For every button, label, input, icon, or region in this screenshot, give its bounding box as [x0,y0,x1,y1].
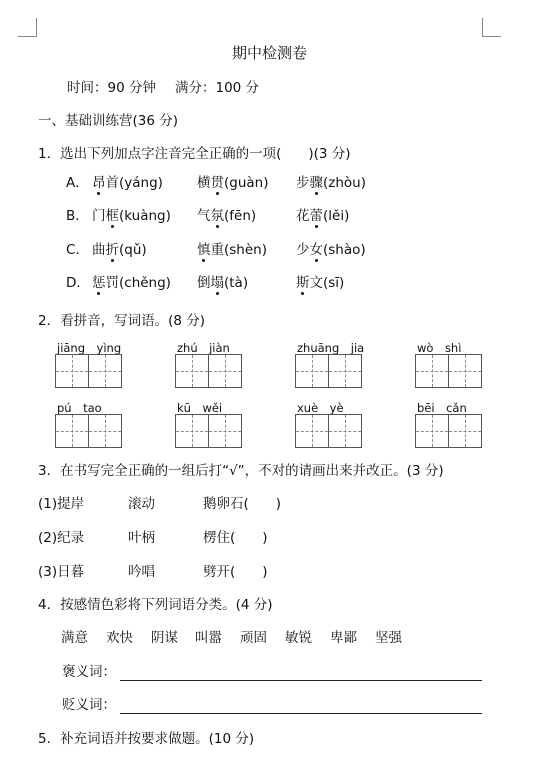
classification-word: 叫嚣 [195,630,222,646]
word-suffix: (shào) [323,242,366,258]
word-prefix: 气 [197,208,211,224]
positive-words-label: 褒义词： [62,664,116,680]
tianzige-grid [415,354,482,388]
option-word [197,210,256,224]
classification-word: 卑鄙 [330,630,357,646]
word-prefix: 步 [296,175,310,191]
dotted-character: 斯 [296,275,310,291]
tianzige-grid [175,414,242,448]
tianzige-cell[interactable] [328,354,362,388]
classification-word: 顽固 [240,630,267,646]
word-suffix: 首(yáng) [105,175,163,191]
classification-word: 阴谋 [151,630,178,646]
spelling-word: 楞住( ) [203,530,268,546]
spelling-word: (3)日暮 [38,564,85,580]
tianzige-cell[interactable] [448,354,482,388]
option-word [296,244,366,258]
option-letter: A． [66,175,89,191]
pinyin-label: jiāng yìng [57,341,122,355]
tianzige-cell[interactable] [295,354,329,388]
option-letter: B． [66,208,89,224]
tianzige-cell[interactable] [88,354,122,388]
dotted-character: 氛 [210,208,224,224]
tianzige-cell[interactable] [415,414,449,448]
classification-word: 欢快 [106,630,133,646]
pinyin-label: xuè yè [297,401,344,415]
tianzige-cell[interactable] [55,414,89,448]
dotted-character: 骤 [309,175,323,191]
option-word [92,277,171,291]
tianzige-grid [55,354,122,388]
dotted-character: 折 [105,242,119,258]
positive-words-answer-line[interactable] [120,680,482,681]
option-word [92,244,147,258]
dotted-character: 女 [309,242,323,258]
tianzige-cell[interactable] [175,414,209,448]
tianzige-cell[interactable] [415,354,449,388]
word-prefix: 花 [296,208,310,224]
question-5-stem: 5．补充词语并按要求做题。(10 分) [38,731,255,747]
option-word [197,244,267,258]
tianzige-cell[interactable] [295,414,329,448]
option-word [197,277,248,291]
option-word [296,277,344,291]
question-3-stem: 3．在书写完全正确的一组后打“√”，不对的请画出来并改正。(3 分) [38,463,444,479]
word-suffix: (qǔ) [119,242,147,258]
tianzige-cell[interactable] [208,414,242,448]
crop-mark-top-right [482,18,501,37]
pinyin-label: bēi cǎn [417,401,467,415]
dotted-character: 昂 [92,175,106,191]
word-prefix: 倒 [197,275,211,291]
option-word [92,177,163,191]
dotted-character: 蕾 [309,208,323,224]
spelling-word: 滚动 [128,496,155,512]
question-2-stem: 2．看拼音，写词语。(8 分) [38,313,206,329]
spelling-word: 鹅卵石( ) [203,496,282,512]
pinyin-label: wò shì [417,341,462,355]
word-suffix: (fēn) [224,208,257,224]
spelling-word: 叶柄 [128,530,155,546]
pinyin-label: zhuāng jia [297,341,365,355]
time-info: 时间：90 分钟 [67,80,156,96]
tianzige-grid [55,414,122,448]
word-suffix: 罚(chěng) [105,275,171,291]
tianzige-grid [295,354,362,388]
spelling-word: 吟唱 [128,564,155,580]
tianzige-grid [175,354,242,388]
classification-word: 坚强 [375,630,402,646]
dotted-character: 塌 [210,275,224,291]
spelling-word: 劈开( ) [203,564,268,580]
tianzige-grid [415,414,482,448]
word-suffix: (zhòu) [323,175,366,191]
tianzige-cell[interactable] [208,354,242,388]
word-suffix: (guàn) [224,175,269,191]
option-word [296,210,349,224]
word-prefix: 横 [197,175,211,191]
dotted-character: 框 [105,208,119,224]
tianzige-cell[interactable] [328,414,362,448]
option-letter: D． [66,275,90,291]
tianzige-cell[interactable] [55,354,89,388]
score-info: 满分：100 分 [175,80,260,96]
question-1-stem: 1．选出下列加点字注音完全正确的一项( )(3 分) [38,146,351,162]
question-4-stem: 4．按感情色彩将下列词语分类。(4 分) [38,597,273,613]
option-word [296,177,366,191]
spelling-word: (1)提岸 [38,496,85,512]
tianzige-cell[interactable] [88,414,122,448]
spelling-word: (2)纪录 [38,530,85,546]
option-word [197,177,269,191]
tianzige-grid [295,414,362,448]
tianzige-cell[interactable] [448,414,482,448]
dotted-character: 贯 [210,175,224,191]
option-word [92,210,171,224]
tianzige-cell[interactable] [175,354,209,388]
classification-word: 满意 [61,630,88,646]
word-suffix: 重(shèn) [210,242,267,258]
pinyin-label: pú tao [57,401,102,415]
pinyin-label: kū wěi [177,401,223,415]
word-suffix: 文(sī) [309,275,345,291]
dotted-character: 惩 [92,275,106,291]
option-letter: C． [66,242,89,258]
negative-words-answer-line[interactable] [120,713,482,714]
section-heading: 一、基础训练营(36 分) [38,113,179,129]
negative-words-label: 贬义词： [62,697,116,713]
word-suffix: (lěi) [323,208,350,224]
pinyin-label: zhú jiàn [177,341,230,355]
crop-mark-top-left [18,18,37,37]
page-title: 期中检测卷 [232,44,308,62]
word-prefix: 曲 [92,242,106,258]
word-prefix: 门 [92,208,106,224]
word-prefix: 少 [296,242,310,258]
dotted-character: 慎 [197,242,211,258]
classification-word: 敏锐 [285,630,312,646]
word-suffix: (kuàng) [119,208,171,224]
word-suffix: (tà) [224,275,249,291]
